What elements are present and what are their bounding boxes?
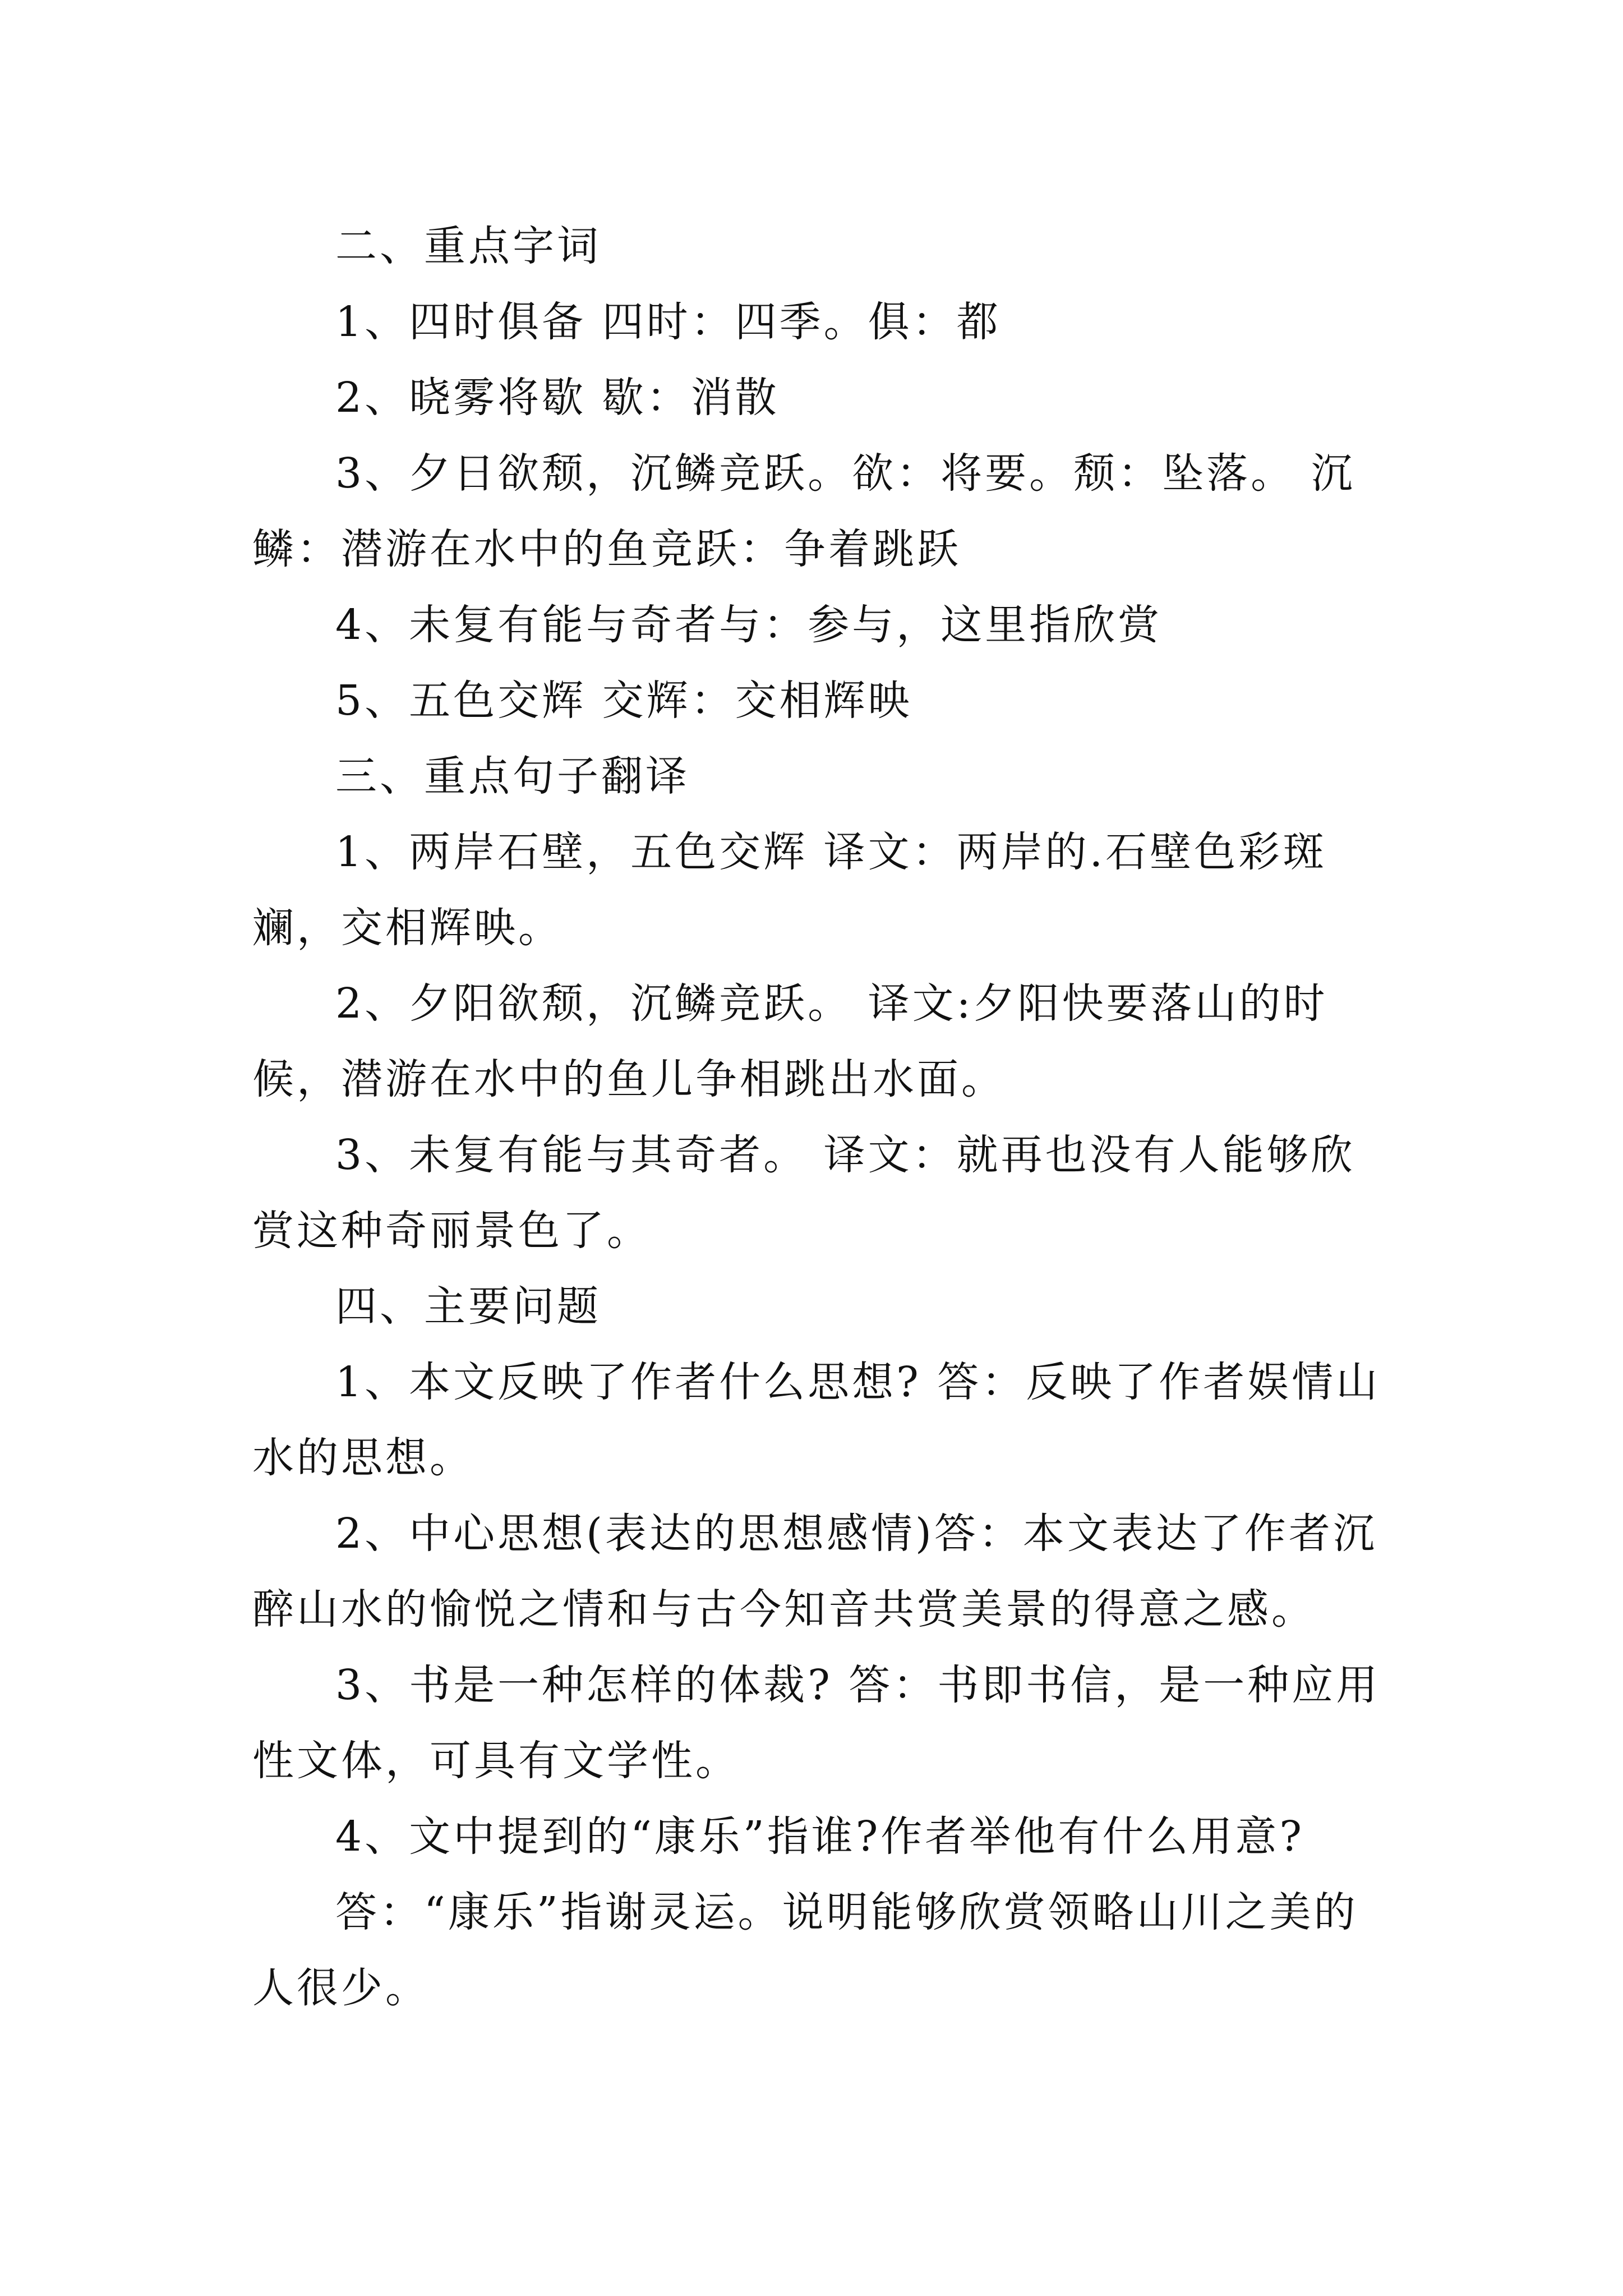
question-item-4: 4、文中提到的“康乐”指谁?作者举他有什么用意?: [335, 1812, 1305, 1861]
key-word-item-5: 5、五色交辉 交辉：交相辉映: [335, 677, 912, 725]
key-word-item-3: 3、夕日欲颓，沉鳞竞跃。欲：将要。颓：坠落。 沉鳞：潜游在水中的鱼竞跃：争着跳跃: [252, 449, 1355, 573]
question-item-1: 1、本文反映了作者什么思想? 答：反映了作者娱情山水的思想。: [252, 1358, 1381, 1482]
document-body: [252, 209, 1396, 2026]
key-word-item-1: 1、四时俱备 四时：四季。俱：都: [335, 298, 1001, 346]
key-word-item-2: 2、晓雾将歇 歇：消散: [335, 374, 780, 422]
section-heading-translation: 三、重点句子翻译: [335, 752, 690, 800]
question-item-2: 2、中心思想(表达的思想感情)答：本文表达了作者沉醉山水的愉悦之情和与古今知音共赏美景的得意之感。: [252, 1510, 1377, 1634]
section-heading-key-words: 二、重点字词: [335, 222, 601, 270]
translation-item-1: 1、两岸石壁，五色交辉 译文：两岸的.石壁色彩斑斓，交相辉映。: [252, 828, 1327, 952]
section-heading-main-questions: 四、主要问题: [335, 1282, 601, 1331]
translation-item-3: 3、未复有能与其奇者。 译文：就再也没有人能够欣赏这种奇丽景色了。: [252, 1131, 1355, 1255]
key-word-item-4: 4、未复有能与奇者与：参与，这里指欣赏: [335, 601, 1163, 649]
question-item-3: 3、书是一种怎样的体裁? 答：书即书信，是一种应用性文体，可具有文学性。: [252, 1661, 1381, 1785]
answer-item-4: 答：“康乐”指谢灵运。说明能够欣赏领略山川之美的人很少。: [252, 1888, 1358, 2012]
translation-item-2: 2、夕阳欲颓，沉鳞竞跃。 译文:夕阳快要落山的时候，潜游在水中的鱼儿争相跳出水面。: [252, 979, 1328, 1103]
